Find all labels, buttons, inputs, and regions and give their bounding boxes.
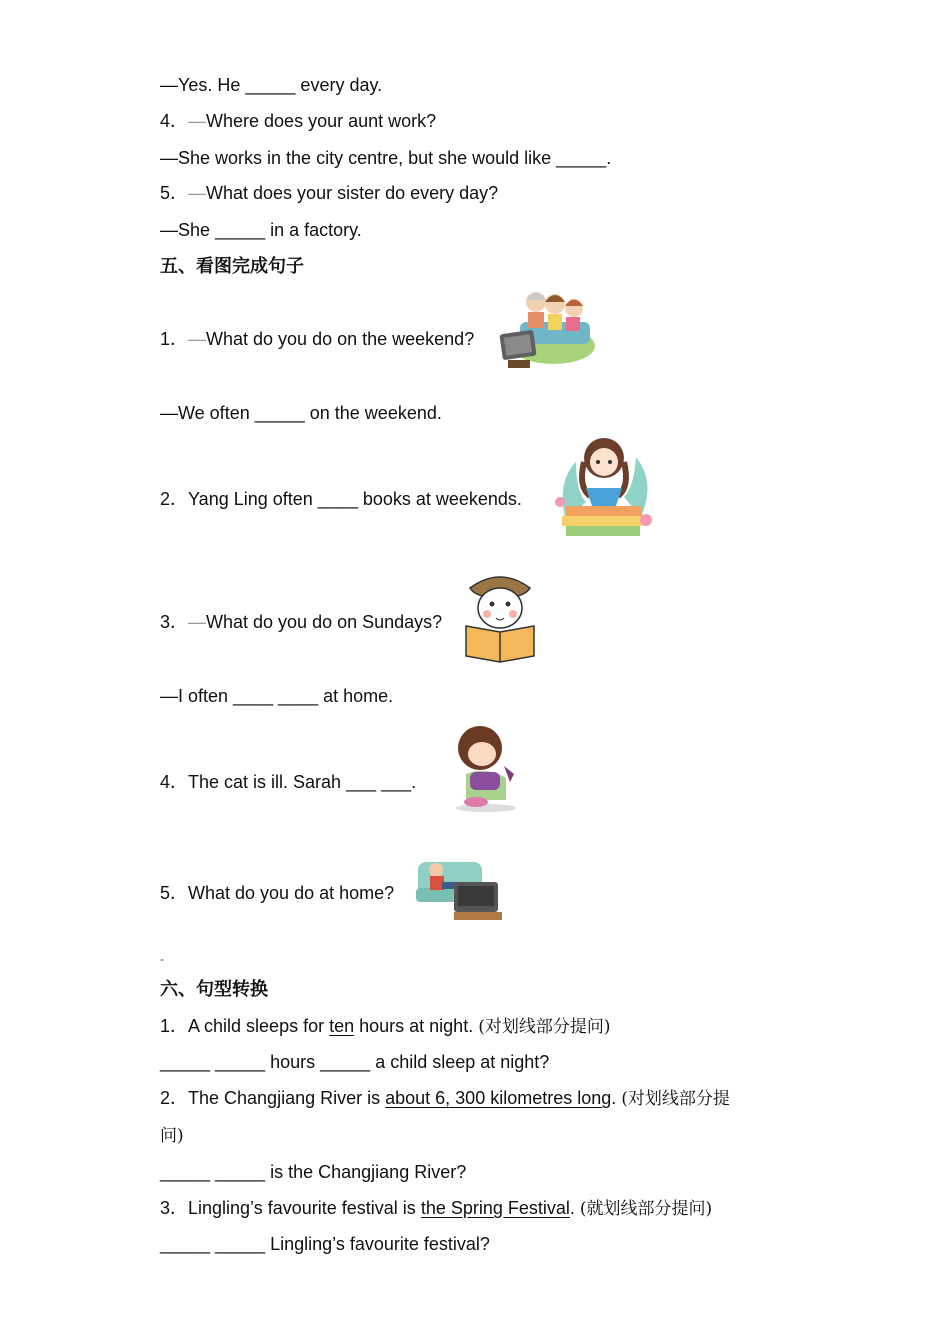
picture-question-1 <box>160 328 474 350</box>
transform-answer-2: _____ _____ is the Changjiang River? <box>160 1162 467 1182</box>
family-watching-tv-illustration <box>498 286 598 376</box>
question-text: What does your sister do every day? <box>206 183 499 203</box>
question-text: . <box>569 1198 580 1218</box>
question-text: What do you do on the weekend? <box>206 329 475 349</box>
dialogue-dash: — <box>188 111 207 131</box>
picture-question-4: 4．The cat is ill. Sarah ___ ___. <box>160 772 417 792</box>
instruction-note-continued: 问) <box>160 1126 184 1146</box>
question-text: . <box>611 1088 622 1108</box>
answer-line-4: —She works in the city centre, but she would like _____. <box>160 148 612 168</box>
boy-reading-book-illustration <box>462 572 538 664</box>
transform-answer-3: _____ _____ Lingling’s favourite festival? <box>160 1234 490 1254</box>
question-4 <box>160 110 436 132</box>
picture-answer-3: —I often ____ ____ at home. <box>160 686 394 706</box>
transform-question-1 <box>160 1015 610 1038</box>
transform-answer-1: _____ _____ hours _____ a child sleep at night? <box>160 1052 550 1072</box>
picture-question-2: 2．Yang Ling often ____ books at weekends. <box>160 489 522 509</box>
transform-question-2 <box>160 1087 730 1110</box>
instruction-note: (对划线部分提问) <box>478 1017 611 1037</box>
question-text: 2．The Changjiang River is <box>160 1088 386 1108</box>
question-5 <box>160 182 498 204</box>
dialogue-dash: — <box>188 612 207 632</box>
instruction-note: (对划线部分提 <box>621 1089 730 1109</box>
question-number: 3． <box>160 612 189 632</box>
section-heading-6: 六、句型转换 <box>160 979 268 1000</box>
question-text: 3．Lingling’s favourite festival is <box>160 1198 421 1218</box>
stray-mark: - <box>160 952 164 966</box>
question-text: What do you do on Sundays? <box>206 612 443 632</box>
question-number: 4． <box>160 111 189 131</box>
picture-answer-1: —We often _____ on the weekend. <box>160 403 442 423</box>
answer-line-5: —She _____ in a factory. <box>160 220 362 240</box>
question-number: 5． <box>160 183 189 203</box>
picture-question-3 <box>160 611 442 633</box>
question-number: 1． <box>160 329 189 349</box>
answer-line-3: —Yes. He _____ every day. <box>160 75 383 95</box>
underlined-phrase: ten <box>329 1016 355 1036</box>
underlined-phrase: the Spring Festival <box>420 1198 570 1218</box>
dialogue-dash: — <box>188 329 207 349</box>
section-heading-5: 五、看图完成句子 <box>160 256 304 277</box>
question-text: Where does your aunt work? <box>206 111 437 131</box>
transform-question-3 <box>160 1197 712 1220</box>
girl-reading-on-books-illustration <box>546 432 660 542</box>
picture-question-5: 5．What do you do at home? <box>160 883 395 903</box>
dialogue-dash: — <box>188 183 207 203</box>
sad-girl-sitting-illustration <box>446 722 526 814</box>
underlined-phrase: about 6, 300 kilometres long <box>385 1088 612 1108</box>
question-text: hours at night. <box>354 1016 479 1036</box>
instruction-note: (就划线部分提问) <box>579 1199 713 1219</box>
question-text: 1．A child sleeps for <box>160 1016 330 1036</box>
person-on-sofa-watching-tv-illustration <box>414 852 504 924</box>
